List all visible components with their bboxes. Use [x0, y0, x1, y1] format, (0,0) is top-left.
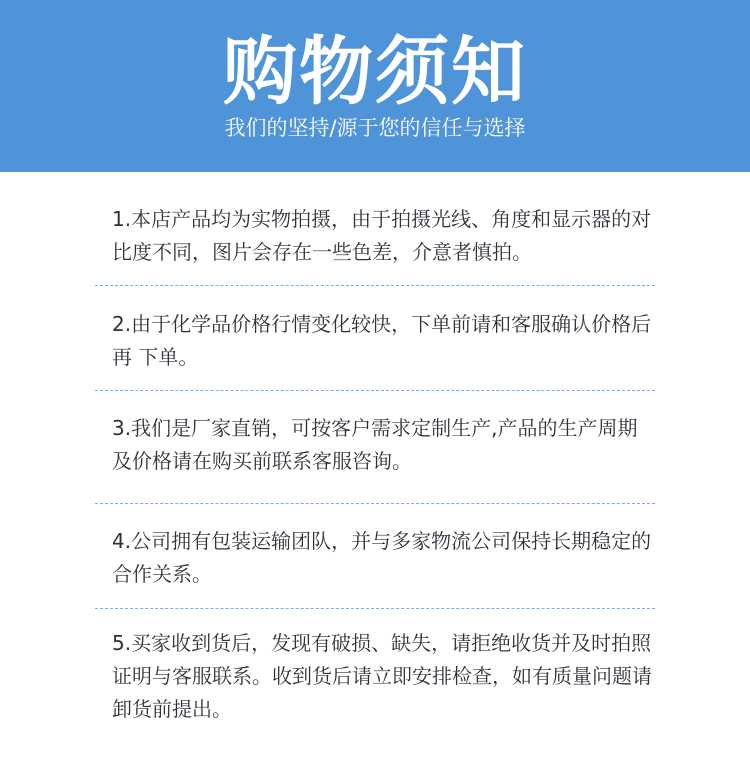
- notice-item-3: 3.我们是厂家直销，可按客户需求定制生产,产品的生产周期及价格请在购买前联系客服咨询。: [112, 416, 638, 473]
- notice-item-5: 5.买家收到货后，发现有破损、缺失，请拒绝收货并及时拍照证明与客服联系。收到货后请立即安排检查，如有质量问题请卸货前提出。: [112, 631, 652, 721]
- notice-item-4: 4.公司拥有包装运输团队，并与多家物流公司保持长期稳定的合作关系。: [112, 529, 652, 586]
- notice-divider: [95, 285, 655, 286]
- notice-divider: [95, 608, 655, 609]
- notice-divider: [95, 503, 655, 504]
- page-title: 购物须知: [223, 29, 527, 115]
- notice-divider: [95, 390, 655, 391]
- notice-item-2: 2.由于化学品价格行情变化较快，下单前请和客服确认价格后再 下单。: [112, 312, 652, 369]
- page-subtitle: 我们的坚持/源于您的信任与选择: [224, 116, 526, 140]
- notice-item-1: 1.本店产品均为实物拍摄，由于拍摄光线、角度和显示器的对比度不同，图片会存在一些色差，介意者慎拍。: [112, 207, 652, 264]
- header-banner: [0, 0, 750, 172]
